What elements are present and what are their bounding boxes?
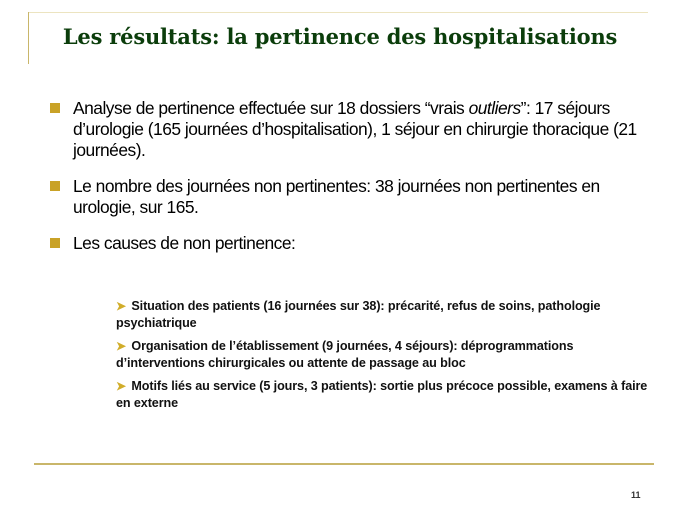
sub-item-text: Organisation de l’établissement (9 journées, 4 séjours): déprogrammations d’interventions chirurgicales ou attente de passage au bloc	[116, 339, 574, 370]
sub-item-text: Motifs liés au service (5 jours, 3 patients): sortie plus précoce possible, examens à faire en externe	[116, 379, 648, 410]
square-bullet-icon	[50, 238, 60, 248]
bullet-text-before: Analyse de pertinence effectuée sur 18 dossiers “vrais	[73, 98, 469, 118]
sub-item-text: Situation des patients (16 journées sur 38): précarité, refus de soins, pathologie psychiatrique	[116, 299, 601, 330]
page-number: 11	[631, 490, 641, 500]
bullet-item-non-pertinent-days	[46, 176, 646, 218]
title-frame-top-rule	[28, 12, 648, 13]
bullet-text: Les causes de non pertinence:	[73, 233, 296, 253]
bullet-text-italic: outliers	[468, 98, 521, 118]
arrow-bullet-icon: ➤	[116, 339, 126, 353]
sub-item-patient-situation	[116, 298, 656, 332]
arrow-bullet-icon: ➤	[116, 299, 126, 313]
bullet-item-analysis	[46, 98, 646, 161]
square-bullet-icon	[50, 103, 60, 113]
bullet-text: Le nombre des journées non pertinentes: 38 journées non pertinentes en urologie, sur 165.	[73, 176, 600, 217]
sub-item-organisation	[116, 338, 656, 372]
bullet-list	[46, 98, 646, 254]
bullet-item-causes	[46, 233, 646, 254]
bullet-text-after: ”: 17 séjours d’urologie (165 journées d’hospitalisation), 1 séjour en chirurgie thoracique (21 journées).	[73, 98, 637, 160]
arrow-bullet-icon: ➤	[116, 379, 126, 393]
square-bullet-icon	[50, 181, 60, 191]
causes-sub-list	[116, 298, 656, 412]
sub-item-service-reasons	[116, 378, 656, 412]
slide-title: Les résultats: la pertinence des hospitalisations	[62, 24, 618, 49]
title-frame-left-rule	[28, 12, 29, 64]
footer-rule	[34, 463, 654, 465]
